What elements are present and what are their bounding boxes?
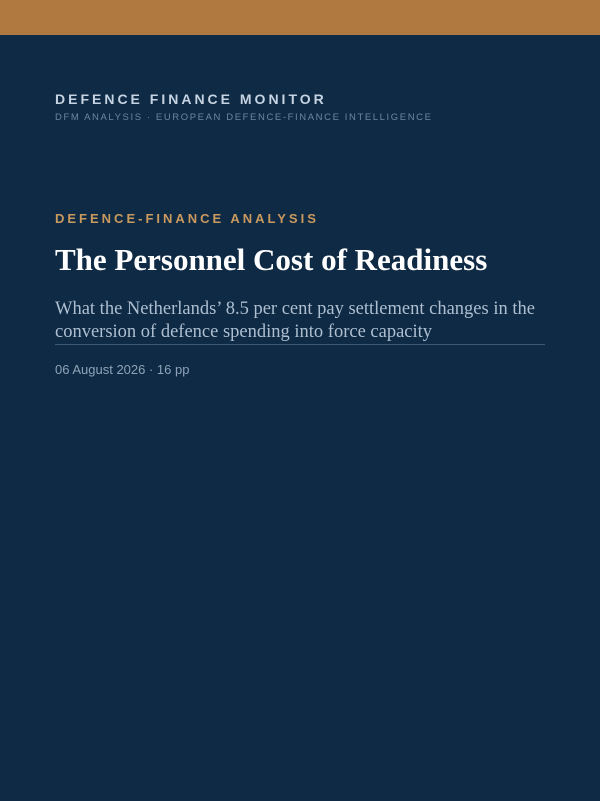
page-title: The Personnel Cost of Readiness xyxy=(55,242,488,277)
brand-tagline: DFM ANALYSIS · EUROPEAN DEFENCE-FINANCE INTELLIGENCE xyxy=(55,112,433,123)
article-header xyxy=(55,211,545,378)
brand-name: DEFENCE FINANCE MONITOR xyxy=(55,91,327,107)
top-accent-band xyxy=(0,0,600,35)
page-subtitle: What the Netherlands’ 8.5 per cent pay settlement changes in the conversion of defence spending into force capacity xyxy=(55,298,545,345)
section-kicker: DEFENCE-FINANCE ANALYSIS xyxy=(55,211,319,226)
masthead xyxy=(55,90,545,124)
publication-meta: 06 August 2026 · 16 pp xyxy=(55,362,190,377)
